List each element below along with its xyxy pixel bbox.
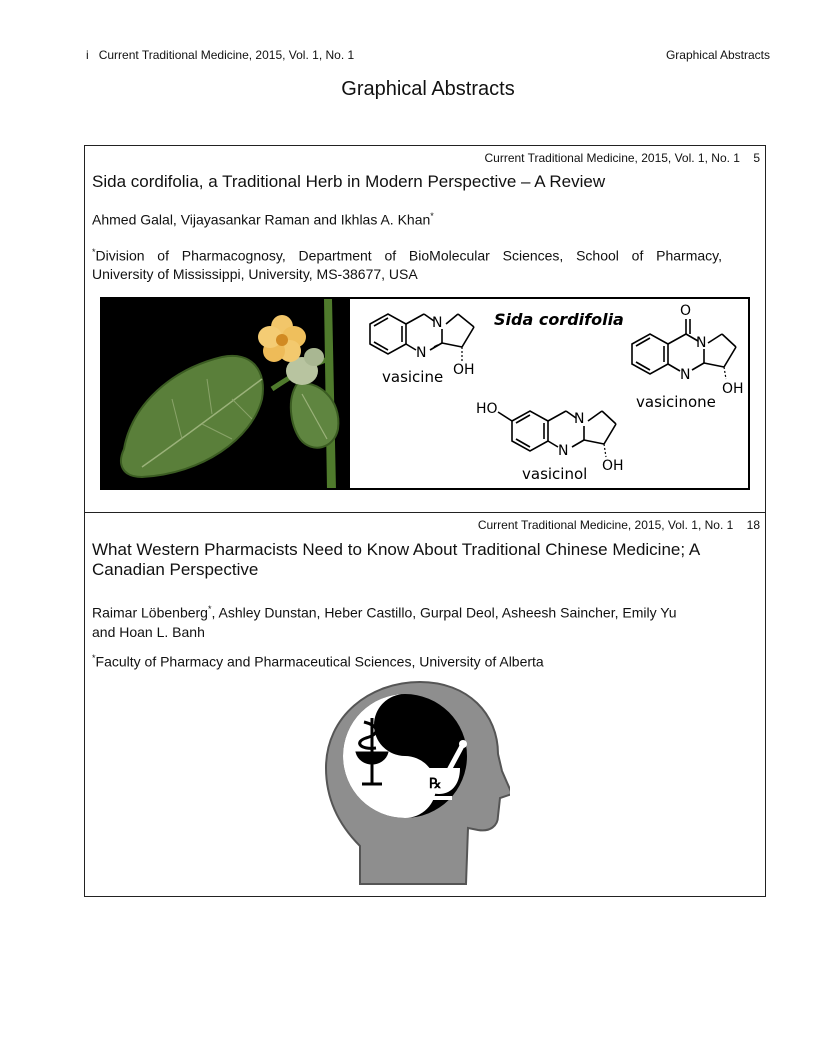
rx-symbol: ℞ <box>429 776 442 792</box>
vasicine-oh: OH <box>453 362 475 378</box>
author-mark: * <box>430 211 434 221</box>
author-mark: * <box>207 604 212 614</box>
authors-line-2: and Hoan L. Banh <box>92 623 205 640</box>
label-vasicine: vasicine <box>382 368 444 386</box>
affiliation-text: Faculty of Pharmacy and Pharmaceutical Sciences, University of Alberta <box>95 653 544 670</box>
page-title: Graphical Abstracts <box>341 78 515 100</box>
affiliation-line-1: Division of Pharmacognosy, Department of BioMolecular Sciences, School of Pharmacy, <box>95 247 722 264</box>
abstract-divider <box>84 512 766 513</box>
article-1-title[interactable]: Sida cordifolia, a Traditional Herb in Modern Perspective – A Review <box>92 172 606 191</box>
affiliation-line-2: University of Mississippi, University, MS-38677, USA <box>92 265 418 282</box>
label-vasicinone: vasicinone <box>636 393 716 411</box>
citation-page: 18 <box>746 518 760 532</box>
article-1-graphical-abstract <box>100 297 750 490</box>
title-line-2: Canadian Perspective <box>92 560 259 579</box>
article-2-citation <box>478 518 760 532</box>
vasicinol-oh: OH <box>602 458 624 474</box>
article-2-graphical-abstract <box>320 676 510 886</box>
citation-page: 5 <box>753 151 760 165</box>
article-1-citation <box>484 151 760 165</box>
article-1-affiliation <box>92 243 722 283</box>
sida-cordifolia-photo <box>102 299 350 490</box>
authors-text: Ahmed Galal, Vijayasankar Raman and Ikhlas A. Khan <box>92 211 431 228</box>
label-vasicinol: vasicinol <box>522 465 588 483</box>
vasicinone-o: O <box>680 303 692 319</box>
vasicinol-n-bottom: N <box>558 443 569 459</box>
citation-text: Current Traditional Medicine, 2015, Vol. 1, No. 1 <box>477 518 734 532</box>
article-2-title[interactable] <box>92 540 764 580</box>
page-number: i <box>86 48 89 62</box>
journal-citation: Current Traditional Medicine, 2015, Vol. 1, No. 1 <box>98 48 355 62</box>
vasicinone-oh: OH <box>722 381 744 397</box>
chemical-structures <box>350 299 748 488</box>
vasicinone-n-top: N <box>696 335 707 351</box>
authors-line-1: , Ashley Dunstan, Heber Castillo, Gurpal Deol, Asheesh Saincher, Emily Yu <box>211 604 677 621</box>
running-header-left <box>86 48 354 62</box>
title-line-1: What Western Pharmacists Need to Know About Traditional Chinese Medicine; A <box>92 540 701 559</box>
vasicinone-n-bottom: N <box>680 367 691 383</box>
affiliation-mark: * <box>92 653 96 663</box>
article-2-affiliation <box>92 649 544 671</box>
section-name: Graphical Abstracts <box>665 48 770 62</box>
vasicine-n-bottom: N <box>416 345 427 361</box>
article-2-authors <box>92 600 677 642</box>
corresponding-author: Raimar Löbenberg <box>92 604 208 621</box>
vasicinol-ho: HO <box>476 401 498 417</box>
citation-text: Current Traditional Medicine, 2015, Vol. 1, No. 1 <box>484 151 740 165</box>
species-label: Sida cordifolia <box>494 310 624 329</box>
article-1-authors <box>92 211 434 228</box>
vasicine-n-top: N <box>432 315 443 331</box>
vasicinol-n-top: N <box>574 411 585 427</box>
affiliation-mark: * <box>92 247 96 257</box>
